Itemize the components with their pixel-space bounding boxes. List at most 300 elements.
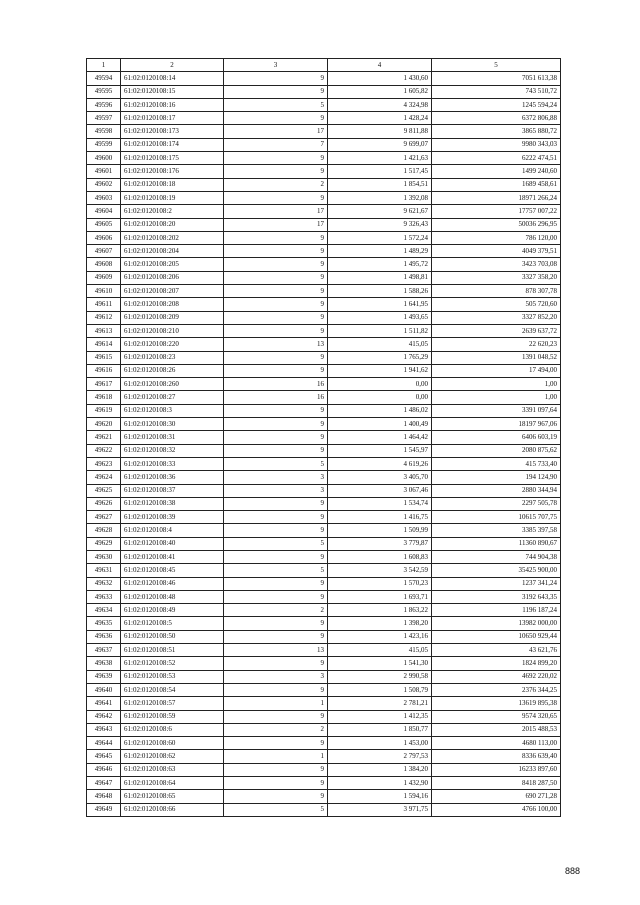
- table-cell-col-1: 49596: [87, 98, 121, 111]
- table-cell-col-3: 3: [224, 484, 328, 497]
- table-row: [87, 484, 561, 497]
- table-row: [87, 152, 561, 165]
- table-cell-col-5: 3423 703,08: [432, 258, 561, 271]
- table-cell-col-3: 9: [224, 231, 328, 244]
- table-cell-col-1: 49632: [87, 577, 121, 590]
- table-cell-col-5: 10615 707,75: [432, 511, 561, 524]
- table-cell-col-1: 49612: [87, 311, 121, 324]
- table-cell-col-5: 11360 890,67: [432, 537, 561, 550]
- table-cell-col-1: 49638: [87, 657, 121, 670]
- table-cell-col-4: 1 453,00: [328, 737, 432, 750]
- table-row: [87, 231, 561, 244]
- table-cell-col-4: 4 619,26: [328, 457, 432, 470]
- table-body: [87, 72, 561, 817]
- table-cell-col-2: 61:02:0120108:57: [121, 697, 224, 710]
- table-cell-col-1: 49630: [87, 550, 121, 563]
- table-cell-col-3: 3: [224, 471, 328, 484]
- table-cell-col-5: 3391 097,64: [432, 404, 561, 417]
- table-cell-col-4: 1 384,20: [328, 763, 432, 776]
- table-cell-col-2: 61:02:0120108:17: [121, 112, 224, 125]
- table-cell-col-5: 4692 220,02: [432, 670, 561, 683]
- table-cell-col-5: 786 120,00: [432, 231, 561, 244]
- table-header: [87, 59, 561, 72]
- table-cell-col-5: 3192 643,35: [432, 590, 561, 603]
- table-cell-col-4: 1 421,63: [328, 152, 432, 165]
- page-number: 888: [565, 866, 581, 876]
- table-row: [87, 391, 561, 404]
- table-cell-col-2: 61:02:0120108:30: [121, 418, 224, 431]
- table-row: [87, 431, 561, 444]
- table-row: [87, 763, 561, 776]
- table-cell-col-3: 9: [224, 324, 328, 337]
- table-cell-col-2: 61:02:0120108:41: [121, 550, 224, 563]
- table-cell-col-4: 1 464,42: [328, 431, 432, 444]
- table-cell-col-2: 61:02:0120108:39: [121, 511, 224, 524]
- table-cell-col-4: 2 990,58: [328, 670, 432, 683]
- table-cell-col-3: 9: [224, 165, 328, 178]
- table-cell-col-4: 9 326,43: [328, 218, 432, 231]
- table-cell-col-2: 61:02:0120108:207: [121, 285, 224, 298]
- table-cell-col-2: 61:02:0120108:6: [121, 723, 224, 736]
- table-row: [87, 511, 561, 524]
- table-cell-col-1: 49620: [87, 418, 121, 431]
- table-cell-col-5: 8418 287,50: [432, 777, 561, 790]
- table-cell-col-3: 7: [224, 138, 328, 151]
- table-cell-col-1: 49609: [87, 271, 121, 284]
- table-cell-col-1: 49595: [87, 85, 121, 98]
- table-cell-col-2: 61:02:0120108:62: [121, 750, 224, 763]
- table-cell-col-4: 1 594,16: [328, 790, 432, 803]
- table-cell-col-5: 415 733,40: [432, 457, 561, 470]
- table-cell-col-2: 61:02:0120108:63: [121, 763, 224, 776]
- table-cell-col-2: 61:02:0120108:27: [121, 391, 224, 404]
- table-cell-col-3: 2: [224, 604, 328, 617]
- table-cell-col-2: 61:02:0120108:175: [121, 152, 224, 165]
- table-cell-col-5: 4766 100,00: [432, 803, 561, 816]
- table-cell-col-2: 61:02:0120108:205: [121, 258, 224, 271]
- table-cell-col-4: 0,00: [328, 391, 432, 404]
- table-cell-col-4: 1 850,77: [328, 723, 432, 736]
- table-cell-col-3: 17: [224, 218, 328, 231]
- table-cell-col-4: 3 542,59: [328, 564, 432, 577]
- table-cell-col-2: 61:02:0120108:18: [121, 178, 224, 191]
- table-cell-col-1: 49594: [87, 72, 121, 85]
- table-cell-col-5: 13619 895,38: [432, 697, 561, 710]
- table-cell-col-2: 61:02:0120108:3: [121, 404, 224, 417]
- table-cell-col-1: 49603: [87, 191, 121, 204]
- table-cell-col-3: 9: [224, 511, 328, 524]
- table-cell-col-5: 3327 852,20: [432, 311, 561, 324]
- table-cell-col-3: 9: [224, 72, 328, 85]
- table-cell-col-3: 9: [224, 152, 328, 165]
- table-cell-col-5: 4680 113,00: [432, 737, 561, 750]
- table-row: [87, 723, 561, 736]
- table-cell-col-2: 61:02:0120108:19: [121, 191, 224, 204]
- table-cell-col-3: 9: [224, 550, 328, 563]
- table-cell-col-2: 61:02:0120108:38: [121, 497, 224, 510]
- table-cell-col-5: 878 307,78: [432, 285, 561, 298]
- table-cell-col-5: 7051 613,38: [432, 72, 561, 85]
- table-cell-col-5: 1,00: [432, 391, 561, 404]
- table-cell-col-1: 49633: [87, 590, 121, 603]
- table-cell-col-2: 61:02:0120108:50: [121, 630, 224, 643]
- table-cell-col-4: 1 493,65: [328, 311, 432, 324]
- table-cell-col-3: 9: [224, 710, 328, 723]
- table-cell-col-2: 61:02:0120108:26: [121, 364, 224, 377]
- table-cell-col-4: 1 541,30: [328, 657, 432, 670]
- table-cell-col-3: 17: [224, 125, 328, 138]
- table-cell-col-5: 8336 639,40: [432, 750, 561, 763]
- table-cell-col-2: 61:02:0120108:53: [121, 670, 224, 683]
- table-cell-col-4: 2 797,53: [328, 750, 432, 763]
- table-row: [87, 617, 561, 630]
- table-cell-col-3: 9: [224, 524, 328, 537]
- table-cell-col-1: 49641: [87, 697, 121, 710]
- table-row: [87, 85, 561, 98]
- table-cell-col-2: 61:02:0120108:202: [121, 231, 224, 244]
- table-cell-col-3: 17: [224, 205, 328, 218]
- table-cell-col-4: 9 811,88: [328, 125, 432, 138]
- table-cell-col-1: 49604: [87, 205, 121, 218]
- table-cell-col-5: 17 494,00: [432, 364, 561, 377]
- table-cell-col-4: 9 621,67: [328, 205, 432, 218]
- table-cell-col-3: 2: [224, 723, 328, 736]
- table-cell-col-1: 49606: [87, 231, 121, 244]
- table-cell-col-3: 9: [224, 763, 328, 776]
- table-cell-col-1: 49628: [87, 524, 121, 537]
- table-cell-col-2: 61:02:0120108:2: [121, 205, 224, 218]
- table-cell-col-2: 61:02:0120108:45: [121, 564, 224, 577]
- table-cell-col-5: 43 621,76: [432, 644, 561, 657]
- table-cell-col-1: 49634: [87, 604, 121, 617]
- table-cell-col-3: 9: [224, 298, 328, 311]
- table-cell-col-1: 49646: [87, 763, 121, 776]
- table-cell-col-1: 49637: [87, 644, 121, 657]
- table-cell-col-1: 49619: [87, 404, 121, 417]
- table-cell-col-1: 49625: [87, 484, 121, 497]
- table-row: [87, 98, 561, 111]
- table-cell-col-5: 3327 358,20: [432, 271, 561, 284]
- table-cell-col-1: 49649: [87, 803, 121, 816]
- table-cell-col-4: 3 971,75: [328, 803, 432, 816]
- table-row: [87, 404, 561, 417]
- table-cell-col-4: 9 699,07: [328, 138, 432, 151]
- table-row: [87, 657, 561, 670]
- table-row: [87, 537, 561, 550]
- table-cell-col-3: 5: [224, 98, 328, 111]
- table-cell-col-1: 49600: [87, 152, 121, 165]
- table-cell-col-3: 9: [224, 245, 328, 258]
- table-row: [87, 165, 561, 178]
- table-row: [87, 750, 561, 763]
- table-cell-col-4: 3 405,70: [328, 471, 432, 484]
- table-row: [87, 72, 561, 85]
- table-cell-col-3: 9: [224, 431, 328, 444]
- table-cell-col-2: 61:02:0120108:220: [121, 338, 224, 351]
- table-cell-col-2: 61:02:0120108:64: [121, 777, 224, 790]
- table-cell-col-5: 194 124,90: [432, 471, 561, 484]
- table-row: [87, 777, 561, 790]
- table-cell-col-2: 61:02:0120108:16: [121, 98, 224, 111]
- table-cell-col-1: 49643: [87, 723, 121, 736]
- column-header-4: 4: [328, 59, 432, 72]
- table-row: [87, 590, 561, 603]
- table-cell-col-1: 49613: [87, 324, 121, 337]
- table-cell-col-2: 61:02:0120108:65: [121, 790, 224, 803]
- table-cell-col-4: 1 517,45: [328, 165, 432, 178]
- table-cell-col-3: 9: [224, 404, 328, 417]
- table-cell-col-2: 61:02:0120108:14: [121, 72, 224, 85]
- table-cell-col-4: 1 432,90: [328, 777, 432, 790]
- table-row: [87, 418, 561, 431]
- table-cell-col-5: 1196 187,24: [432, 604, 561, 617]
- table-cell-col-1: 49648: [87, 790, 121, 803]
- table-cell-col-3: 5: [224, 803, 328, 816]
- table-row: [87, 524, 561, 537]
- table-row: [87, 577, 561, 590]
- table-cell-col-4: 1 605,82: [328, 85, 432, 98]
- table-cell-col-3: 9: [224, 258, 328, 271]
- table-cell-col-2: 61:02:0120108:54: [121, 683, 224, 696]
- table-cell-col-5: 1824 899,20: [432, 657, 561, 670]
- table-cell-col-3: 9: [224, 418, 328, 431]
- table-cell-col-3: 9: [224, 191, 328, 204]
- table-cell-col-3: 9: [224, 112, 328, 125]
- table-cell-col-4: 1 428,24: [328, 112, 432, 125]
- table-row: [87, 644, 561, 657]
- table-cell-col-3: 9: [224, 617, 328, 630]
- table-cell-col-4: 1 854,51: [328, 178, 432, 191]
- table-row: [87, 497, 561, 510]
- table-cell-col-4: 1 508,79: [328, 683, 432, 696]
- table-cell-col-4: 3 067,46: [328, 484, 432, 497]
- table-cell-col-1: 49640: [87, 683, 121, 696]
- table-row: [87, 324, 561, 337]
- table-cell-col-3: 9: [224, 590, 328, 603]
- table-row: [87, 710, 561, 723]
- table-row: [87, 298, 561, 311]
- table-cell-col-4: 1 423,16: [328, 630, 432, 643]
- table-row: [87, 218, 561, 231]
- column-header-2: 2: [121, 59, 224, 72]
- data-table: [86, 58, 561, 817]
- table-row: [87, 125, 561, 138]
- table-cell-col-4: 1 570,23: [328, 577, 432, 590]
- table-cell-col-2: 61:02:0120108:48: [121, 590, 224, 603]
- table-row: [87, 205, 561, 218]
- header-row: [87, 59, 561, 72]
- table-cell-col-3: 1: [224, 697, 328, 710]
- table-cell-col-3: 9: [224, 364, 328, 377]
- table-cell-col-1: 49626: [87, 497, 121, 510]
- table-cell-col-5: 1391 048,52: [432, 351, 561, 364]
- table-cell-col-5: 2639 637,72: [432, 324, 561, 337]
- table-cell-col-3: 9: [224, 630, 328, 643]
- table-row: [87, 378, 561, 391]
- table-cell-col-3: 16: [224, 391, 328, 404]
- table-cell-col-1: 49611: [87, 298, 121, 311]
- table-cell-col-3: 9: [224, 777, 328, 790]
- table-cell-col-3: 9: [224, 683, 328, 696]
- table-cell-col-5: 1689 458,61: [432, 178, 561, 191]
- table-cell-col-3: 9: [224, 737, 328, 750]
- table-cell-col-1: 49629: [87, 537, 121, 550]
- table-row: [87, 285, 561, 298]
- table-cell-col-3: 9: [224, 85, 328, 98]
- table-cell-col-4: 4 324,98: [328, 98, 432, 111]
- table-cell-col-1: 49610: [87, 285, 121, 298]
- table-cell-col-3: 5: [224, 537, 328, 550]
- table-cell-col-5: 690 271,28: [432, 790, 561, 803]
- table-cell-col-3: 13: [224, 338, 328, 351]
- table-cell-col-5: 4049 379,51: [432, 245, 561, 258]
- table-cell-col-2: 61:02:0120108:52: [121, 657, 224, 670]
- table-cell-col-4: 3 779,87: [328, 537, 432, 550]
- table-row: [87, 112, 561, 125]
- table-cell-col-1: 49645: [87, 750, 121, 763]
- table-cell-col-1: 49602: [87, 178, 121, 191]
- table-cell-col-5: 17757 007,22: [432, 205, 561, 218]
- table-cell-col-4: 1 765,29: [328, 351, 432, 364]
- table-cell-col-3: 9: [224, 657, 328, 670]
- table-cell-col-3: 9: [224, 444, 328, 457]
- table-cell-col-2: 61:02:0120108:31: [121, 431, 224, 444]
- table-cell-col-1: 49614: [87, 338, 121, 351]
- table-cell-col-5: 9980 343,03: [432, 138, 561, 151]
- table-cell-col-5: 9574 320,65: [432, 710, 561, 723]
- table-cell-col-5: 35425 900,00: [432, 564, 561, 577]
- table-cell-col-5: 13982 000,00: [432, 617, 561, 630]
- table-cell-col-4: 1 511,82: [328, 324, 432, 337]
- table-cell-col-5: 50036 296,95: [432, 218, 561, 231]
- table-cell-col-3: 9: [224, 351, 328, 364]
- table-cell-col-4: 415,05: [328, 338, 432, 351]
- table-cell-col-2: 61:02:0120108:66: [121, 803, 224, 816]
- table-cell-col-4: 1 412,35: [328, 710, 432, 723]
- table-cell-col-1: 49636: [87, 630, 121, 643]
- table-cell-col-5: 22 620,23: [432, 338, 561, 351]
- table-cell-col-5: 3865 880,72: [432, 125, 561, 138]
- table-cell-col-1: 49627: [87, 511, 121, 524]
- table-cell-col-4: 1 430,60: [328, 72, 432, 85]
- table-cell-col-5: 2880 344,94: [432, 484, 561, 497]
- table-cell-col-4: 1 588,26: [328, 285, 432, 298]
- table-cell-col-4: 1 572,24: [328, 231, 432, 244]
- table-cell-col-3: 13: [224, 644, 328, 657]
- table-row: [87, 630, 561, 643]
- table-row: [87, 351, 561, 364]
- column-header-3: 3: [224, 59, 328, 72]
- table-cell-col-2: 61:02:0120108:173: [121, 125, 224, 138]
- table-cell-col-1: 49631: [87, 564, 121, 577]
- table-cell-col-5: 18971 266,24: [432, 191, 561, 204]
- table-cell-col-2: 61:02:0120108:208: [121, 298, 224, 311]
- table-row: [87, 564, 561, 577]
- table-cell-col-4: 1 392,08: [328, 191, 432, 204]
- table-cell-col-4: 1 941,62: [328, 364, 432, 377]
- table-cell-col-4: 1 863,22: [328, 604, 432, 617]
- table-cell-col-5: 1237 341,24: [432, 577, 561, 590]
- table-cell-col-4: 2 781,21: [328, 697, 432, 710]
- table-cell-col-4: 1 498,81: [328, 271, 432, 284]
- table-cell-col-4: 1 416,75: [328, 511, 432, 524]
- table-row: [87, 258, 561, 271]
- table-cell-col-5: 2376 344,25: [432, 683, 561, 696]
- table-cell-col-4: 1 641,95: [328, 298, 432, 311]
- table-cell-col-2: 61:02:0120108:32: [121, 444, 224, 457]
- table-row: [87, 697, 561, 710]
- table-cell-col-1: 49639: [87, 670, 121, 683]
- table-row: [87, 364, 561, 377]
- column-header-5: 5: [432, 59, 561, 72]
- table-cell-col-1: 49642: [87, 710, 121, 723]
- table-cell-col-4: 1 495,72: [328, 258, 432, 271]
- table-cell-col-2: 61:02:0120108:37: [121, 484, 224, 497]
- table-cell-col-3: 9: [224, 497, 328, 510]
- table-cell-col-5: 1499 240,60: [432, 165, 561, 178]
- table-cell-col-3: 3: [224, 670, 328, 683]
- table-cell-col-1: 49601: [87, 165, 121, 178]
- table-cell-col-2: 61:02:0120108:59: [121, 710, 224, 723]
- table-cell-col-1: 49599: [87, 138, 121, 151]
- table-cell-col-5: 16233 897,60: [432, 763, 561, 776]
- column-header-1: 1: [87, 59, 121, 72]
- table-cell-col-1: 49621: [87, 431, 121, 444]
- table-cell-col-4: 415,05: [328, 644, 432, 657]
- table-cell-col-1: 49616: [87, 364, 121, 377]
- table-cell-col-5: 2080 875,62: [432, 444, 561, 457]
- table-cell-col-2: 61:02:0120108:36: [121, 471, 224, 484]
- table-cell-col-2: 61:02:0120108:204: [121, 245, 224, 258]
- table-cell-col-3: 9: [224, 285, 328, 298]
- table-cell-col-4: 1 545,97: [328, 444, 432, 457]
- table-cell-col-3: 5: [224, 564, 328, 577]
- table-row: [87, 683, 561, 696]
- table-cell-col-4: 1 534,74: [328, 497, 432, 510]
- table-cell-col-3: 5: [224, 457, 328, 470]
- table-cell-col-1: 49597: [87, 112, 121, 125]
- table-cell-col-1: 49647: [87, 777, 121, 790]
- table-cell-col-5: 6406 603,19: [432, 431, 561, 444]
- table-cell-col-2: 61:02:0120108:46: [121, 577, 224, 590]
- table-row: [87, 550, 561, 563]
- table-cell-col-1: 49605: [87, 218, 121, 231]
- table-cell-col-2: 61:02:0120108:260: [121, 378, 224, 391]
- table-row: [87, 245, 561, 258]
- table-cell-col-5: 6222 474,51: [432, 152, 561, 165]
- table-cell-col-1: 49618: [87, 391, 121, 404]
- table-cell-col-5: 18197 967,06: [432, 418, 561, 431]
- table-row: [87, 471, 561, 484]
- table-cell-col-1: 49615: [87, 351, 121, 364]
- table-cell-col-5: 1245 594,24: [432, 98, 561, 111]
- table-cell-col-2: 61:02:0120108:4: [121, 524, 224, 537]
- table-row: [87, 790, 561, 803]
- table-cell-col-5: 6372 806,88: [432, 112, 561, 125]
- table-cell-col-1: 49607: [87, 245, 121, 258]
- table-cell-col-3: 9: [224, 271, 328, 284]
- table-cell-col-4: 1 489,29: [328, 245, 432, 258]
- table-cell-col-2: 61:02:0120108:174: [121, 138, 224, 151]
- table-cell-col-2: 61:02:0120108:49: [121, 604, 224, 617]
- table-cell-col-5: 10650 929,44: [432, 630, 561, 643]
- table-cell-col-2: 61:02:0120108:51: [121, 644, 224, 657]
- table-row: [87, 670, 561, 683]
- table-cell-col-2: 61:02:0120108:209: [121, 311, 224, 324]
- table-cell-col-3: 16: [224, 378, 328, 391]
- table-cell-col-5: 505 720,60: [432, 298, 561, 311]
- table-row: [87, 138, 561, 151]
